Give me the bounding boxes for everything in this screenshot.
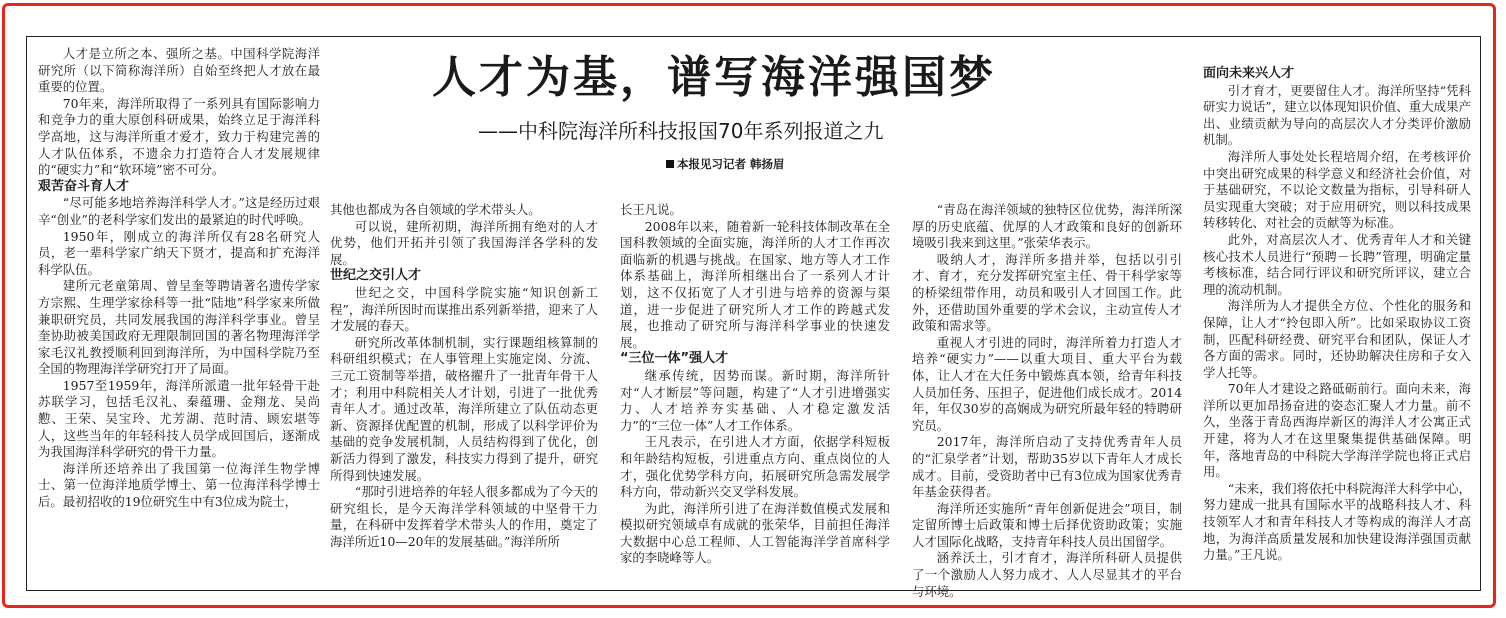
paragraph: 涵养沃土，引才育才，海洋所科研人员提供了一个激励人人努力成才、人人尽显其才的平台与环境。 <box>912 550 1182 599</box>
paragraph: 70年人才建设之路砥砺前行。面向未来，海洋所以更加昂扬奋进的姿态汇聚人才力量。前不久，坐落于青岛西海岸新区的海洋人才公寓正式开建，将为人才在这里聚集提供基础保障。明年，落地青岛的中科院大学海洋学院也将正式启用。 <box>1203 381 1471 480</box>
column-1 <box>38 46 320 511</box>
byline-text: 本报见习记者 韩扬眉 <box>677 157 785 171</box>
paragraph: “尽可能多地培养海洋科学人才。”这是经历过艰辛“创业”的老科学家们发出的最紧迫的时代呼唤。 <box>38 195 320 227</box>
section-heading: “三位一体”强人才 <box>620 351 729 367</box>
column-5 <box>1203 60 1471 564</box>
paragraph: 此外，对高层次人才、优秀青年人才和关键核心技术人员进行“预聘－长聘”管理，明确定量考核标准，结合同行评议和研究所评议，建立合理的流动机制。 <box>1203 231 1471 297</box>
paragraph: 为此，海洋所引进了在海洋数值模式发展和模拟研究领域卓有成就的张荣华，目前担任海洋大数据中心总工程师、人工智能海洋学首席科学家的李晓峰等人。 <box>620 500 890 566</box>
paragraph: 其他也都成为各自领域的学术带头人。 <box>330 202 541 217</box>
paragraph: 海洋所为人才提供全方位、个性化的服务和保障，让人才“拎包即入所”。比如采取协议工资制，匹配科研经费、研究平台和团队，保证人才各方面的需求。同时，还协助解决住房和子女入学人托等。 <box>1203 298 1471 380</box>
column-4 <box>912 202 1182 600</box>
paragraph: 吸纳人才，海洋所多措并举，包括以引引才、育才，充分发挥研究室主任、骨干科学家等的桥梁纽带作用，动员和吸引人才回国工作。此外，还借助国外重要的学术会议，主动宣传人才政策和需求等。 <box>912 251 1182 334</box>
paragraph: 建所元老童第周、曾呈奎等聘请著名遗传学家方宗熙、生理学家徐科等一批“陆地”科学家来所做兼职研究员，共同发展我国的海洋科学事业。曾呈奎协助被美国政府无理限制回国的著名物理海洋学家毛汉礼教授顺利回到海洋所，为中国科学院乃至全国的物理海洋学研究打开了局面。 <box>38 278 320 377</box>
paragraph: 2008年以来，随着新一轮科技体制改革在全国科教领域的全面实施，海洋所的人才工作再次面临新的机遇与挑战。在国家、地方等人才工作体系基础上，海洋所相继出台了一系列人才计划，这不仅拓宽了人才引进与培养的资源与渠道，进一步促进了研究所人才工作的跨越式发展，也推动了研究所与海洋科学事业的快速发展。 <box>620 218 890 350</box>
paragraph: 海洋所还培养出了我国第一位海洋生物学博士、第一位海洋地质学博士、第一位海洋科学博士后。最初招收的19位研究生中有3位成为院士， <box>38 460 320 510</box>
paragraph: 继承传统，因势而谋。新时期，海洋所针对“人才断层”等问题，构建了“人才引进增强实力、人才培养夯实基础、人才稳定激发活力”的“三位一体”人才工作体系。 <box>620 367 890 433</box>
paragraph: 2017年，海洋所启动了支持优秀青年人员的“汇泉学者”计划，帮助35岁以下青年人才成长成才。目前，受资助者中已有3位成为国家优秀青年基金获得者。 <box>912 434 1182 500</box>
paragraph: 世纪之交，中国科学院实施“知识创新工程”，海洋所因时而谋推出系列新举措，迎来了人才发展的春天。 <box>330 284 598 334</box>
intro-paragraph: 70年来，海洋所取得了一系列具有国际影响力和竞争力的重大原创科研成果，始终立足于海洋科学高地，这与海洋所重才爱才，致力于构建完善的人才队伍体系，不遗余力打造符合人才发展规律的“硬实力”和“软环境”密不可分。 <box>38 95 320 178</box>
intro-paragraph: 人才是立所之本、强所之基。中国科学院海洋研究所（以下简称海洋所）自始至终把人才放在最重要的位置。 <box>38 46 320 95</box>
section-heading: 世纪之交引人才 <box>330 268 422 284</box>
article-subtitle: ——中科院海洋所科技报国70年系列报道之九 <box>478 119 884 143</box>
section-heading: 面向未来兴人才 <box>1203 66 1295 81</box>
paragraph: 引才育才，更要留住人才。海洋所坚持“凭科研实力说话”，建立以体现知识价值、重大成果产出、业绩贡献为导向的高层次人才分类评价激励机制。 <box>1203 82 1471 148</box>
article-title: 人才为基，谱写海洋强国梦 <box>432 52 996 103</box>
paragraph: 王凡表示，在引进人才方面，依据学科短板和年龄结构短板，引进重点方向、重点岗位的人才，强化优势学科方向，拓展研究所急需发展学科方向，带动新兴交叉学科发展。 <box>620 434 890 500</box>
paragraph: 海洋所人事处处长程培周介绍，在考核评价中突出研究成果的科学意义和经济社会价值，对于基础研究，不以论文数量为指标，引导科研人员实现重大突破；对于应用研究，则以科技成果转移转化、对社会的贡献等为标准。 <box>1203 148 1471 231</box>
paragraph: 研究所改革体制机制，实行课题组核算制的科研组织模式；在人事管理上实施定岗、分流、三元工资制等举措，破格擢升了一批青年骨干人才；利用中科院相关人才计划，引进了一批优秀青年人才。通过改革，海洋所建立了队伍动态更新、资源择优配置的机制，形成了以科学评价为基础的竞争发展机制，人员结构得到了优化，创新活力得到了激发，科技实力得到了提升，研究所得到快速发展。 <box>330 334 598 483</box>
paragraph: 重视人才引进的同时，海洋所着力打造人才培养“硬实力”——以重大项目、重大平台为载体，让人才在大任务中锻炼真本领，给青年科技人员加任务、压担子，促进他们成长成才。2014年，年仅30岁的高娴成为研究所最年轻的特聘研究员。 <box>912 334 1182 433</box>
article-byline <box>666 156 785 172</box>
paragraph: “青岛在海洋领域的独特区位优势，海洋所深厚的历史底蕴、优厚的人才政策和良好的创新环境吸引我来到这里。”张荣华表示。 <box>912 202 1182 251</box>
paragraph: 海洋所还实施所“青年创新促进会”项目，制定留所博士后政策和博士后择优资助政策；实施人才国际化战略，支持青年科技人员出国留学。 <box>912 500 1182 549</box>
byline-square-icon <box>666 160 674 168</box>
paragraph: “未来，我们将依托中科院海洋大科学中心，努力建成一批具有国际水平的战略科技人才、科技领军人才和青年科技人才等构成的海洋人才高地，为海洋高质量发展和加快建设海洋强国贡献力量。”王凡说。 <box>1203 480 1471 563</box>
section-heading: 艰苦奋斗育人才 <box>38 178 130 194</box>
column-2 <box>330 202 598 550</box>
paragraph: 1957至1959年，海洋所派遣一批年轻骨干赴苏联学习，包括毛汉礼、秦蕴珊、金翔龙、吴尚懃、王荣、吴宝玲、尤芳湖、范时清、顾宏堪等人，这些当年的年轻科技人员学成回国后，逐渐成为我国海洋科学研究的骨干力量。 <box>38 377 320 460</box>
paragraph: 长王凡说。 <box>620 202 682 217</box>
paragraph: 可以说，建所初期，海洋所拥有绝对的人才优势，他们开拓并引领了我国海洋各学科的发展。 <box>330 218 598 267</box>
paragraph: 1950年，刚成立的海洋所仅有28名研究人员，老一辈科学家广纳天下贤才，提高和扩充海洋科学队伍。 <box>38 228 320 277</box>
column-3 <box>620 202 890 567</box>
paragraph: “那时引进培养的年轻人很多都成为了今天的研究组长，是今天海洋学科领域的中坚骨干力量，在科研中发挥着学术带头人的作用，奠定了海洋所近10—20年的发展基础。”海洋所所 <box>330 484 598 549</box>
